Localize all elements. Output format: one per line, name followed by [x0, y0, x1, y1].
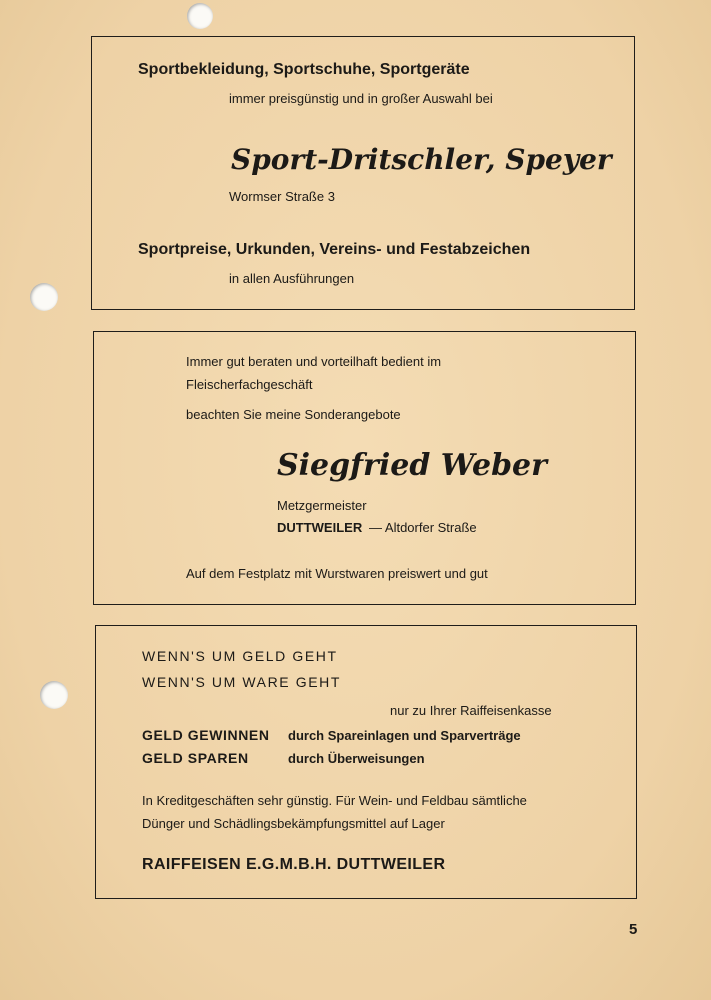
ad-tagline-2: in allen Ausführungen	[229, 271, 355, 286]
ad-footer: Auf dem Festplatz mit Wurstwaren preiswert und gut	[186, 566, 488, 581]
ad-line: beachten Sie meine Sonderangebote	[186, 407, 401, 422]
page-number: 5	[629, 921, 638, 938]
punch-hole	[40, 681, 68, 709]
town: DUTTWEILER	[277, 520, 363, 535]
punch-hole	[30, 283, 58, 311]
job-title: Metzgermeister	[277, 498, 367, 513]
ad-body: In Kreditgeschäften sehr günstig. Für Wein- und Feldbau sämtliche	[142, 793, 527, 808]
row-label: GELD SPAREN	[142, 750, 249, 766]
slogan: WENN'S UM WARE GEHT	[142, 674, 341, 690]
ad-body: Dünger und Schädlingsbekämpfungsmittel auf Lager	[142, 816, 445, 831]
ad-line: Immer gut beraten und vorteilhaft bedient im	[186, 354, 442, 369]
row-label: GELD GEWINNEN	[142, 727, 270, 743]
ad-headline-2: Sportpreise, Urkunden, Vereins- und Festabzeichen	[138, 241, 531, 258]
ad-headline: Sportbekleidung, Sportschuhe, Sportgeräte	[138, 61, 470, 78]
ad-tagline: immer preisgünstig und in großer Auswahl bei	[229, 91, 493, 106]
row-text: durch Überweisungen	[288, 751, 425, 766]
ad-line: nur zu Ihrer Raiffeisenkasse	[390, 703, 552, 718]
ad-footer: RAIFFEISEN E.G.M.B.H. DUTTWEILER	[142, 856, 446, 873]
business-name: Sport-Dritschler, Speyer	[231, 143, 612, 176]
business-name: Siegfried Weber	[277, 448, 547, 483]
punch-hole	[187, 3, 213, 29]
ad-line: Fleischerfachgeschäft	[186, 377, 313, 392]
address: Wormser Straße 3	[229, 189, 335, 204]
ad-raiffeisen	[95, 625, 637, 899]
ad-siegfried-weber	[93, 331, 636, 605]
row-text: durch Spareinlagen und Sparverträge	[288, 728, 521, 743]
slogan: WENN'S UM GELD GEHT	[142, 648, 338, 664]
ad-sport-dritschler	[91, 36, 635, 310]
address: — Altdorfer Straße	[369, 520, 477, 535]
